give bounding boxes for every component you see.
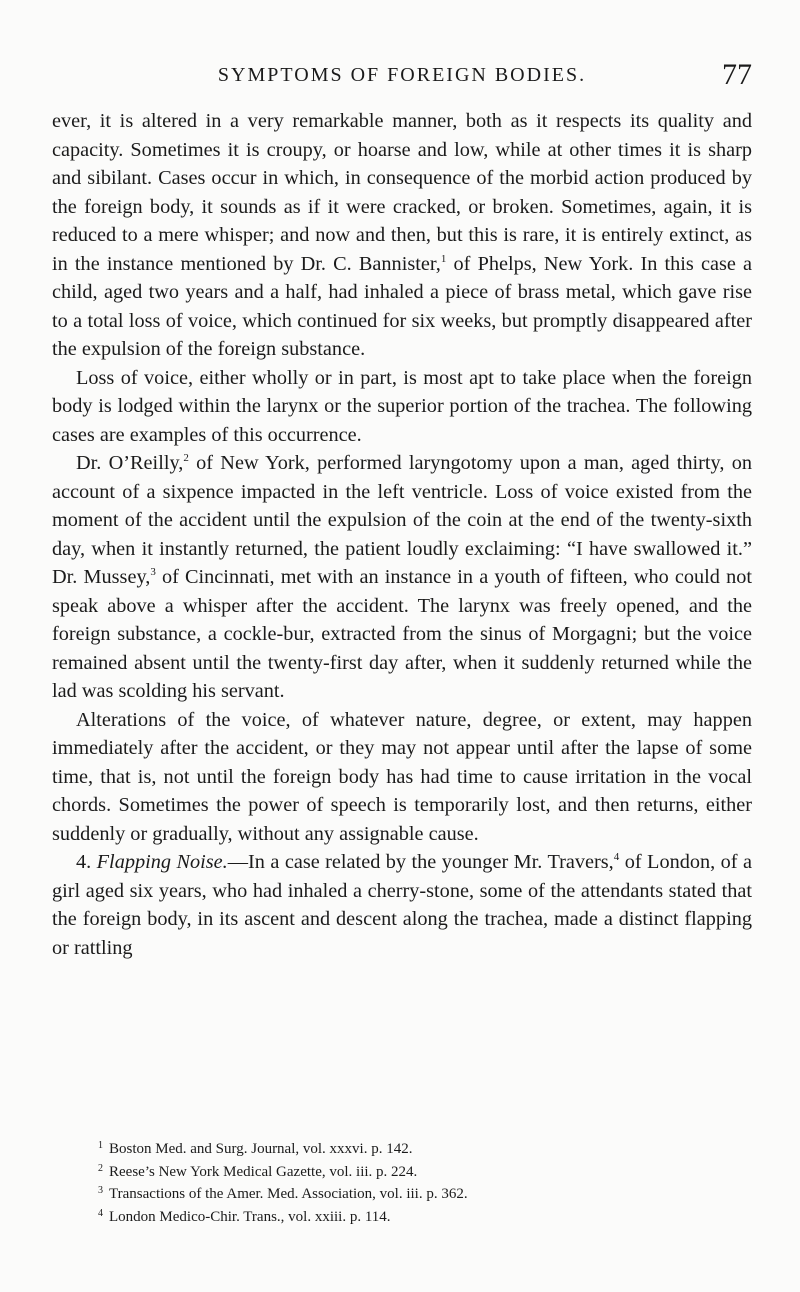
paragraph-voice-alterations (52, 107, 752, 364)
paragraph-loss-of-voice (52, 364, 752, 450)
footnote-text: Transactions of the Amer. Med. Association, vol. iii. p. 362. (109, 1186, 468, 1202)
footnote-marker: 2 (98, 1162, 103, 1174)
paragraph-flapping-noise (52, 848, 752, 962)
paragraph-text: Alterations of the voice, of whatever nature, degree, or extent, may happen immediately after the accident, or they may not appear until after the lapse of some time, that is, not until the foreign body has had time to cause irritation in the vocal chords. Sometimes the power of speech is temporarily lost, and then returns, either suddenly or gradually, without any assignable cause. (52, 708, 752, 845)
footnote-reference: 2 (183, 452, 189, 464)
footnote-marker: 3 (98, 1185, 103, 1196)
footnote-text: Boston Med. and Surg. Journal, vol. xxxvi. p. 142. (109, 1141, 413, 1157)
page-number: 77 (722, 58, 752, 91)
footnote-marker: 4 (98, 1207, 103, 1219)
paragraph-text: of Cincinnati, met with an instance in a youth of fifteen, who could not speak above a whisper after the accident. The larynx was freely opened, and the foreign substance, a cockle-bur, extracted from the sinus of Morgagni; but the voice remained absent until the twenty-first day after, when it suddenly returned while the lad was scolding his servant. (52, 566, 752, 702)
paragraph-text: of New York, performed laryngotomy upon a man, aged thirty, on account of a sixpence impacted in the left ventricle. Loss of voice existed from the moment of the accident until the expulsion of the coin at the end of the twenty-sixth day, when it instantly returned, the patient loudly exclaiming: “I have swallowed it.” Dr. Mussey, (52, 452, 752, 588)
section-heading: Flapping Noise. (96, 851, 228, 873)
paragraph-timing (52, 706, 752, 849)
paragraph-text: —In a case related by the younger Mr. Travers, (227, 851, 614, 873)
footnote (98, 1206, 738, 1229)
paragraph-text: Dr. O’Reilly, (76, 452, 184, 474)
paragraph-text: of Phelps, New York. In this case a child, aged two years and a half, had inhaled a piece of brass metal, which gave rise to a total loss of voice, which continued for six weeks, but promptly disappeared after the expulsion of the foreign substance. (52, 252, 753, 360)
footnotes (98, 1138, 738, 1228)
page-header (52, 58, 752, 94)
footnote (98, 1183, 738, 1206)
footnote (98, 1161, 738, 1184)
footnote (98, 1138, 738, 1161)
paragraph-text: of London, of a girl aged six years, who had inhaled a cherry-stone, some of the attendants stated that the foreign body, in its ascent and descent along the trachea, made a distinct flapping or rattling (52, 851, 753, 959)
section-number: 4. (76, 851, 97, 873)
footnote-reference: 4 (613, 851, 620, 863)
footnote-marker: 1 (98, 1140, 103, 1151)
paragraph-text: Loss of voice, either wholly or in part, is most apt to take place when the foreign body is lodged within the larynx or the superior portion of the trachea. The following cases are examples of this occurrence. (52, 366, 752, 446)
paragraph-text: ever, it is altered in a very remarkable manner, both as it respects its quality and capacity. Sometimes it is croupy, or hoarse and low, while at other times it is sharp and sibilant. Cases occur in which, in consequence of the morbid action produced by the foreign body, it sounds as if it were cracked, or broken. Sometimes, again, it is reduced to a mere whisper; and now and then, but this is rare, it is entirely extinct, as in the instance mentioned by Dr. C. Bannister, (52, 110, 752, 275)
footnote-reference: 3 (150, 566, 156, 578)
running-title: SYMPTOMS OF FOREIGN BODIES. (217, 64, 587, 86)
footnote-text: London Medico-Chir. Trans., vol. xxiii. p. 114. (109, 1208, 391, 1225)
footnote-text: Reese’s New York Medical Gazette, vol. iii. p. 224. (109, 1163, 418, 1180)
paragraph-cases (52, 449, 752, 706)
body-text (52, 107, 752, 962)
footnote-reference: 1 (440, 252, 447, 265)
